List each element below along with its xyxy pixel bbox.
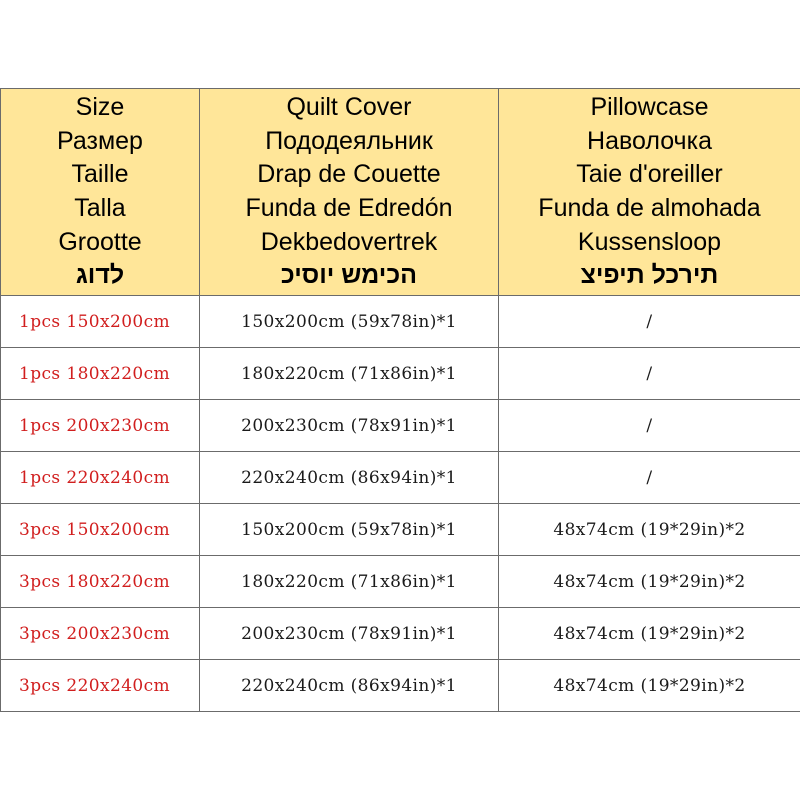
size-header-fr: Taille (71, 160, 129, 189)
quilt-cover-header (200, 89, 499, 296)
quilt-cover-cell: 200x230cm (78x91in)*1 (200, 400, 499, 452)
pillowcase-cell: / (499, 452, 800, 504)
quilt-cover-header-ru: Пододеяльник (265, 126, 433, 155)
table-row (1, 556, 800, 608)
pillowcase-cell: / (499, 296, 800, 348)
table-row (1, 348, 800, 400)
quilt-cover-header-en: Quilt Cover (286, 93, 412, 122)
table-row (1, 452, 800, 504)
size-cell: 1pcs 200x230cm (1, 400, 200, 452)
quilt-cover-cell: 150x200cm (59x78in)*1 (200, 296, 499, 348)
header-row (1, 89, 800, 296)
size-cell: 3pcs 180x220cm (1, 556, 200, 608)
pillowcase-header (499, 89, 800, 296)
size-header-nl: Grootte (58, 227, 142, 256)
size-cell: 3pcs 220x240cm (1, 660, 200, 712)
size-header-en: Size (75, 93, 125, 122)
quilt-cover-cell: 180x220cm (71x86in)*1 (200, 556, 499, 608)
quilt-cover-cell: 150x200cm (59x78in)*1 (200, 504, 499, 556)
size-cell: 1pcs 150x200cm (1, 296, 200, 348)
quilt-cover-header-he: הכימש יוסיכ (280, 261, 418, 290)
pillowcase-cell: 48x74cm (19*29in)*2 (499, 504, 800, 556)
size-cell: 3pcs 150x200cm (1, 504, 200, 556)
pillowcase-header-es: Funda de almohada (538, 194, 761, 222)
size-cell: 3pcs 200x230cm (1, 608, 200, 660)
pillowcase-header-en: Pillowcase (590, 93, 709, 122)
quilt-cover-cell: 220x240cm (86x94in)*1 (200, 452, 499, 504)
size-chart (0, 88, 800, 712)
pillowcase-cell: / (499, 400, 800, 452)
pillowcase-header-fr: Taie d'oreiller (576, 160, 723, 189)
quilt-cover-cell: 180x220cm (71x86in)*1 (200, 348, 499, 400)
size-cell: 1pcs 220x240cm (1, 452, 200, 504)
pillowcase-cell: 48x74cm (19*29in)*2 (499, 660, 800, 712)
size-header-he: לדוג (75, 261, 125, 290)
quilt-cover-header-nl: Dekbedovertrek (260, 227, 438, 256)
pillowcase-header-ru: Наволочка (587, 126, 712, 155)
table-row (1, 504, 800, 556)
pillowcase-cell: / (499, 348, 800, 400)
pillowcase-header-nl: Kussensloop (577, 227, 722, 256)
size-cell: 1pcs 180x220cm (1, 348, 200, 400)
pillowcase-cell: 48x74cm (19*29in)*2 (499, 556, 800, 608)
pillowcase-cell: 48x74cm (19*29in)*2 (499, 608, 800, 660)
size-table (0, 88, 800, 712)
quilt-cover-cell: 220x240cm (86x94in)*1 (200, 660, 499, 712)
quilt-cover-cell: 200x230cm (78x91in)*1 (200, 608, 499, 660)
quilt-cover-header-fr: Drap de Couette (257, 160, 441, 189)
table-row (1, 608, 800, 660)
pillowcase-header-he: תירכל תיפיצ (580, 261, 719, 290)
table-row (1, 400, 800, 452)
size-header (1, 89, 200, 296)
quilt-cover-header-es: Funda de Edredón (245, 194, 453, 222)
table-row (1, 660, 800, 712)
table-row (1, 296, 800, 348)
size-header-ru: Размер (57, 126, 143, 155)
size-header-es: Talla (74, 194, 126, 222)
